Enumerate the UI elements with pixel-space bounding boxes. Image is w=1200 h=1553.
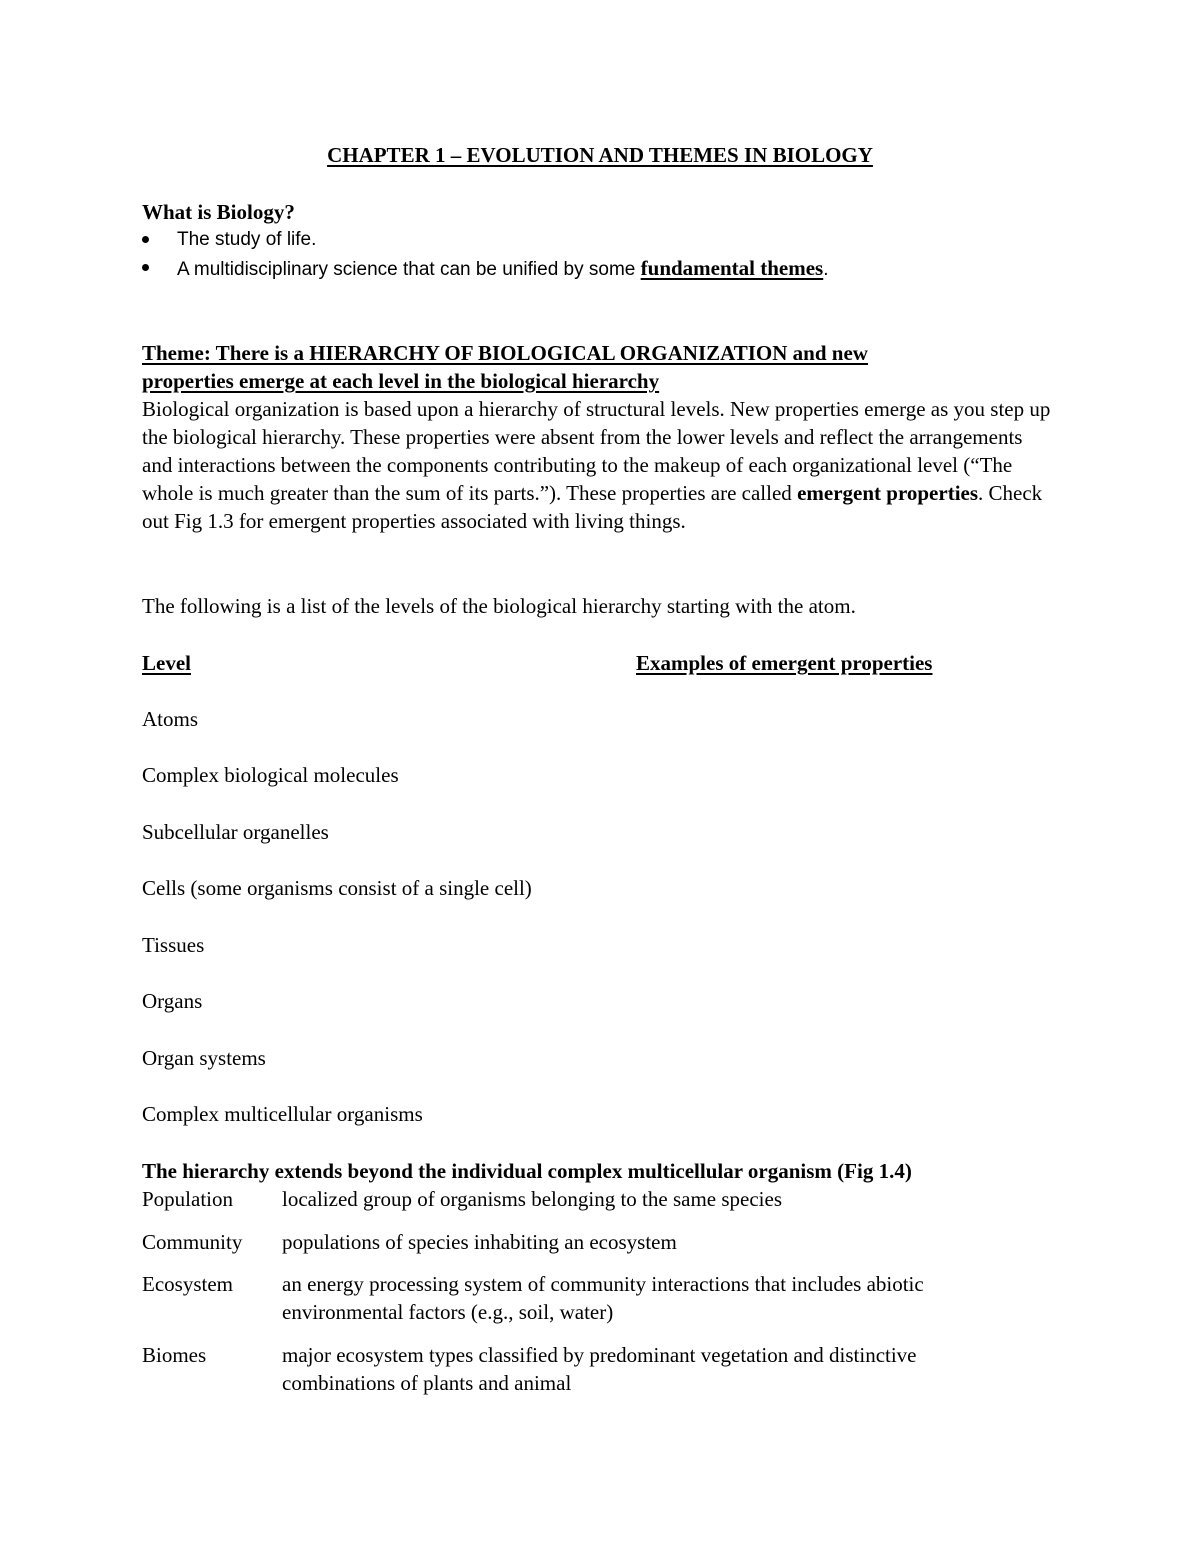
theme-paragraph [142, 395, 1057, 535]
definition-text: populations of species inhabiting an ecosystem [282, 1230, 677, 1254]
chapter-title: CHAPTER 1 – EVOLUTION AND THEMES IN BIOLOGY [327, 143, 873, 167]
intro-bullet-list [142, 226, 829, 282]
theme-heading-line1: Theme: There is a HIERARCHY OF BIOLOGICAL ORGANIZATION and new [142, 341, 868, 365]
level-item: Complex multicellular organisms [142, 1102, 423, 1126]
intro-bullet-item [142, 226, 829, 254]
bullet-icon [142, 236, 149, 243]
level-item: Tissues [142, 933, 205, 957]
level-item: Subcellular organelles [142, 820, 329, 844]
level-column-header: Level [142, 651, 191, 675]
emergent-properties-term: emergent properties [797, 481, 979, 505]
intro-bullet-text: A multidisciplinary science that can be unified by some [177, 259, 641, 280]
levels-intro: The following is a list of the levels of the biological hierarchy starting with the atom. [142, 594, 856, 618]
intro-bullet-item [142, 254, 829, 282]
definition-term: Population [142, 1187, 234, 1211]
definition-text: localized group of organisms belonging to the same species [282, 1187, 782, 1211]
level-item: Complex biological molecules [142, 763, 399, 787]
beyond-heading: The hierarchy extends beyond the individual complex multicellular organism (Fig 1.4) [142, 1159, 912, 1183]
definition-text: major ecosystem types classified by predominant vegetation and distinctive combinations of plants and animal [282, 1343, 917, 1395]
fundamental-themes-emphasis: fundamental themes [640, 256, 824, 280]
level-item: Organ systems [142, 1046, 266, 1070]
definition-text: an energy processing system of community interactions that includes abiotic environmental factors (e.g., soil, water) [282, 1272, 924, 1324]
level-item: Organs [142, 989, 203, 1013]
definition-term: Ecosystem [142, 1272, 233, 1296]
level-item: Cells (some organisms consist of a single cell) [142, 876, 532, 900]
theme-paragraph-text: Biological organization is based upon a hierarchy of structural levels. New properties emerge as you step up the biological hierarchy. These properties were absent from the lower levels and reflect the arrangements and interactions between the components contributing to the makeup of each organizational level (“The whole is much greater than the sum of its parts.”). These properties are called [142, 397, 1051, 505]
level-item: Atoms [142, 707, 199, 731]
emergent-properties-column-header: Examples of emergent properties [636, 651, 933, 675]
intro-heading: What is Biology? [142, 200, 295, 224]
theme-paragraph-text-end: . Check out Fig 1.3 for emergent properties associated with living things. [142, 481, 1043, 533]
intro-bullet-text: The study of life. [177, 229, 317, 250]
intro-bullet-suffix: . [823, 259, 829, 280]
definition-term: Biomes [142, 1343, 207, 1367]
theme-heading-line2: properties emerge at each level in the biological hierarchy [142, 369, 660, 393]
definition-term: Community [142, 1230, 243, 1254]
bullet-icon [142, 264, 149, 271]
